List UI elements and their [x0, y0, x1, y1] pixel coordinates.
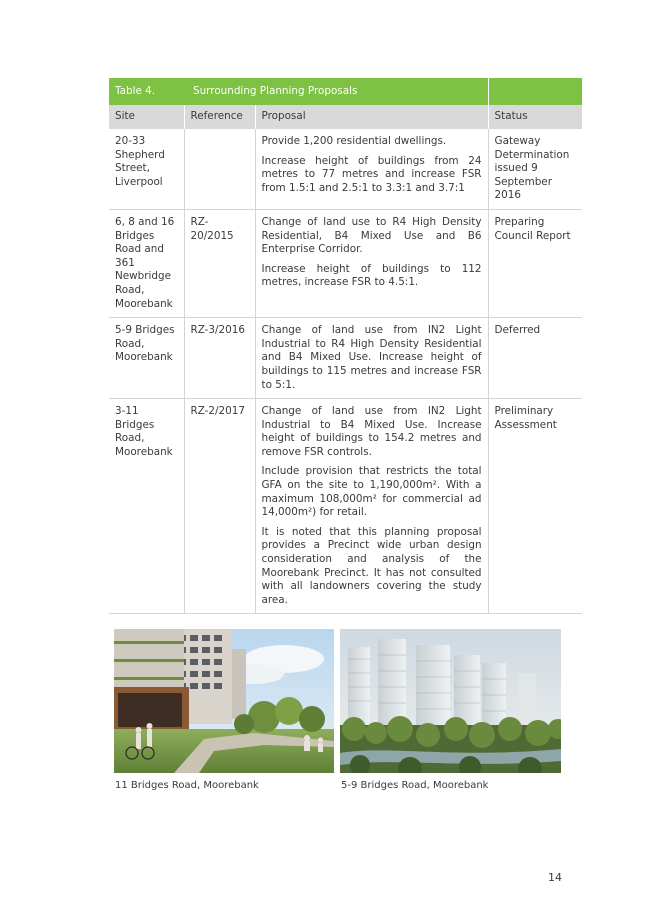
proposal-paragraph: Change of land use to R4 High Density Residential, B4 Mixed Use and B6 Enterprise Corridor. — [261, 215, 482, 256]
table-title-cell — [109, 78, 488, 105]
planning-proposals-table-wrap — [109, 78, 582, 614]
header-site: Site — [109, 105, 184, 129]
table-row — [109, 318, 582, 399]
reference-cell: RZ-20/2015 — [184, 209, 255, 317]
proposal-cell — [255, 399, 488, 614]
proposal-paragraph: Increase height of buildings to 112 metres, increase FSR to 4.5:1. — [261, 262, 482, 289]
header-reference: Reference — [184, 105, 255, 129]
render-image-5-9-bridges-road — [340, 629, 561, 773]
table-row — [109, 209, 582, 317]
status-cell: Deferred — [488, 318, 582, 399]
status-cell: Preparing Council Report — [488, 209, 582, 317]
page-number: 14 — [548, 871, 562, 884]
table-number: Table 4. — [115, 84, 156, 97]
proposal-cell — [255, 209, 488, 317]
table-header-row — [109, 105, 582, 129]
proposal-paragraph: Change of land use from IN2 Light Industrial to R4 High Density Residential and B4 Mixed Use. Increase height of buildings to 115 metres and increase FSR to 5:1. — [261, 324, 482, 391]
table-title: Surrounding Planning Proposals — [193, 84, 358, 97]
site-cell: 6, 8 and 16 Bridges Road and 361 Newbridge Road, Moorebank — [109, 209, 184, 317]
site-cell: 20-33 Shepherd Street, Liverpool — [109, 129, 184, 209]
proposal-paragraph: Include provision that restricts the total GFA on the site to 1,190,000m². With a maximum 108,000m² for commercial ad 14,000m²) for retail. — [261, 465, 482, 519]
proposal-paragraph: Provide 1,200 residential dwellings. — [261, 135, 447, 147]
table-row — [109, 129, 582, 209]
site-cell: 3-11 Bridges Road, Moorebank — [109, 399, 184, 614]
table-title-row — [109, 78, 582, 105]
reference-cell — [184, 129, 255, 209]
table-row — [109, 399, 582, 614]
status-cell: Preliminary Assessment — [488, 399, 582, 614]
image-caption: 5-9 Bridges Road, Moorebank — [341, 780, 489, 791]
image-caption: 11 Bridges Road, Moorebank — [115, 780, 259, 791]
reference-cell: RZ-2/2017 — [184, 399, 255, 614]
header-status: Status — [488, 105, 582, 129]
status-cell: Gateway Determination issued 9 September 2016 — [488, 129, 582, 209]
render-image-11-bridges-road — [114, 629, 334, 773]
table-title-blank — [488, 78, 582, 105]
header-proposal: Proposal — [255, 105, 488, 129]
proposal-cell — [255, 318, 488, 399]
proposal-paragraph: It is noted that this planning proposal provides a Precinct wide urban design consideration and analysis of the Moorebank Precinct. It has not consulted with all landowners covering the study area. — [261, 525, 482, 606]
proposal-paragraph: Change of land use from IN2 Light Industrial to B4 Mixed Use. Increase height of buildings to 154.2 metres and remove FSR controls. — [261, 405, 482, 458]
proposal-paragraph: Increase height of buildings from 24 metres to 77 metres and increase FSR from 1.5:1 and 2.5:1 to 3.3:1 and 3.7:1 — [261, 154, 482, 194]
proposal-cell — [255, 129, 488, 209]
reference-cell: RZ-3/2016 — [184, 318, 255, 399]
planning-proposals-table — [109, 78, 582, 614]
site-cell: 5-9 Bridges Road, Moorebank — [109, 318, 184, 399]
